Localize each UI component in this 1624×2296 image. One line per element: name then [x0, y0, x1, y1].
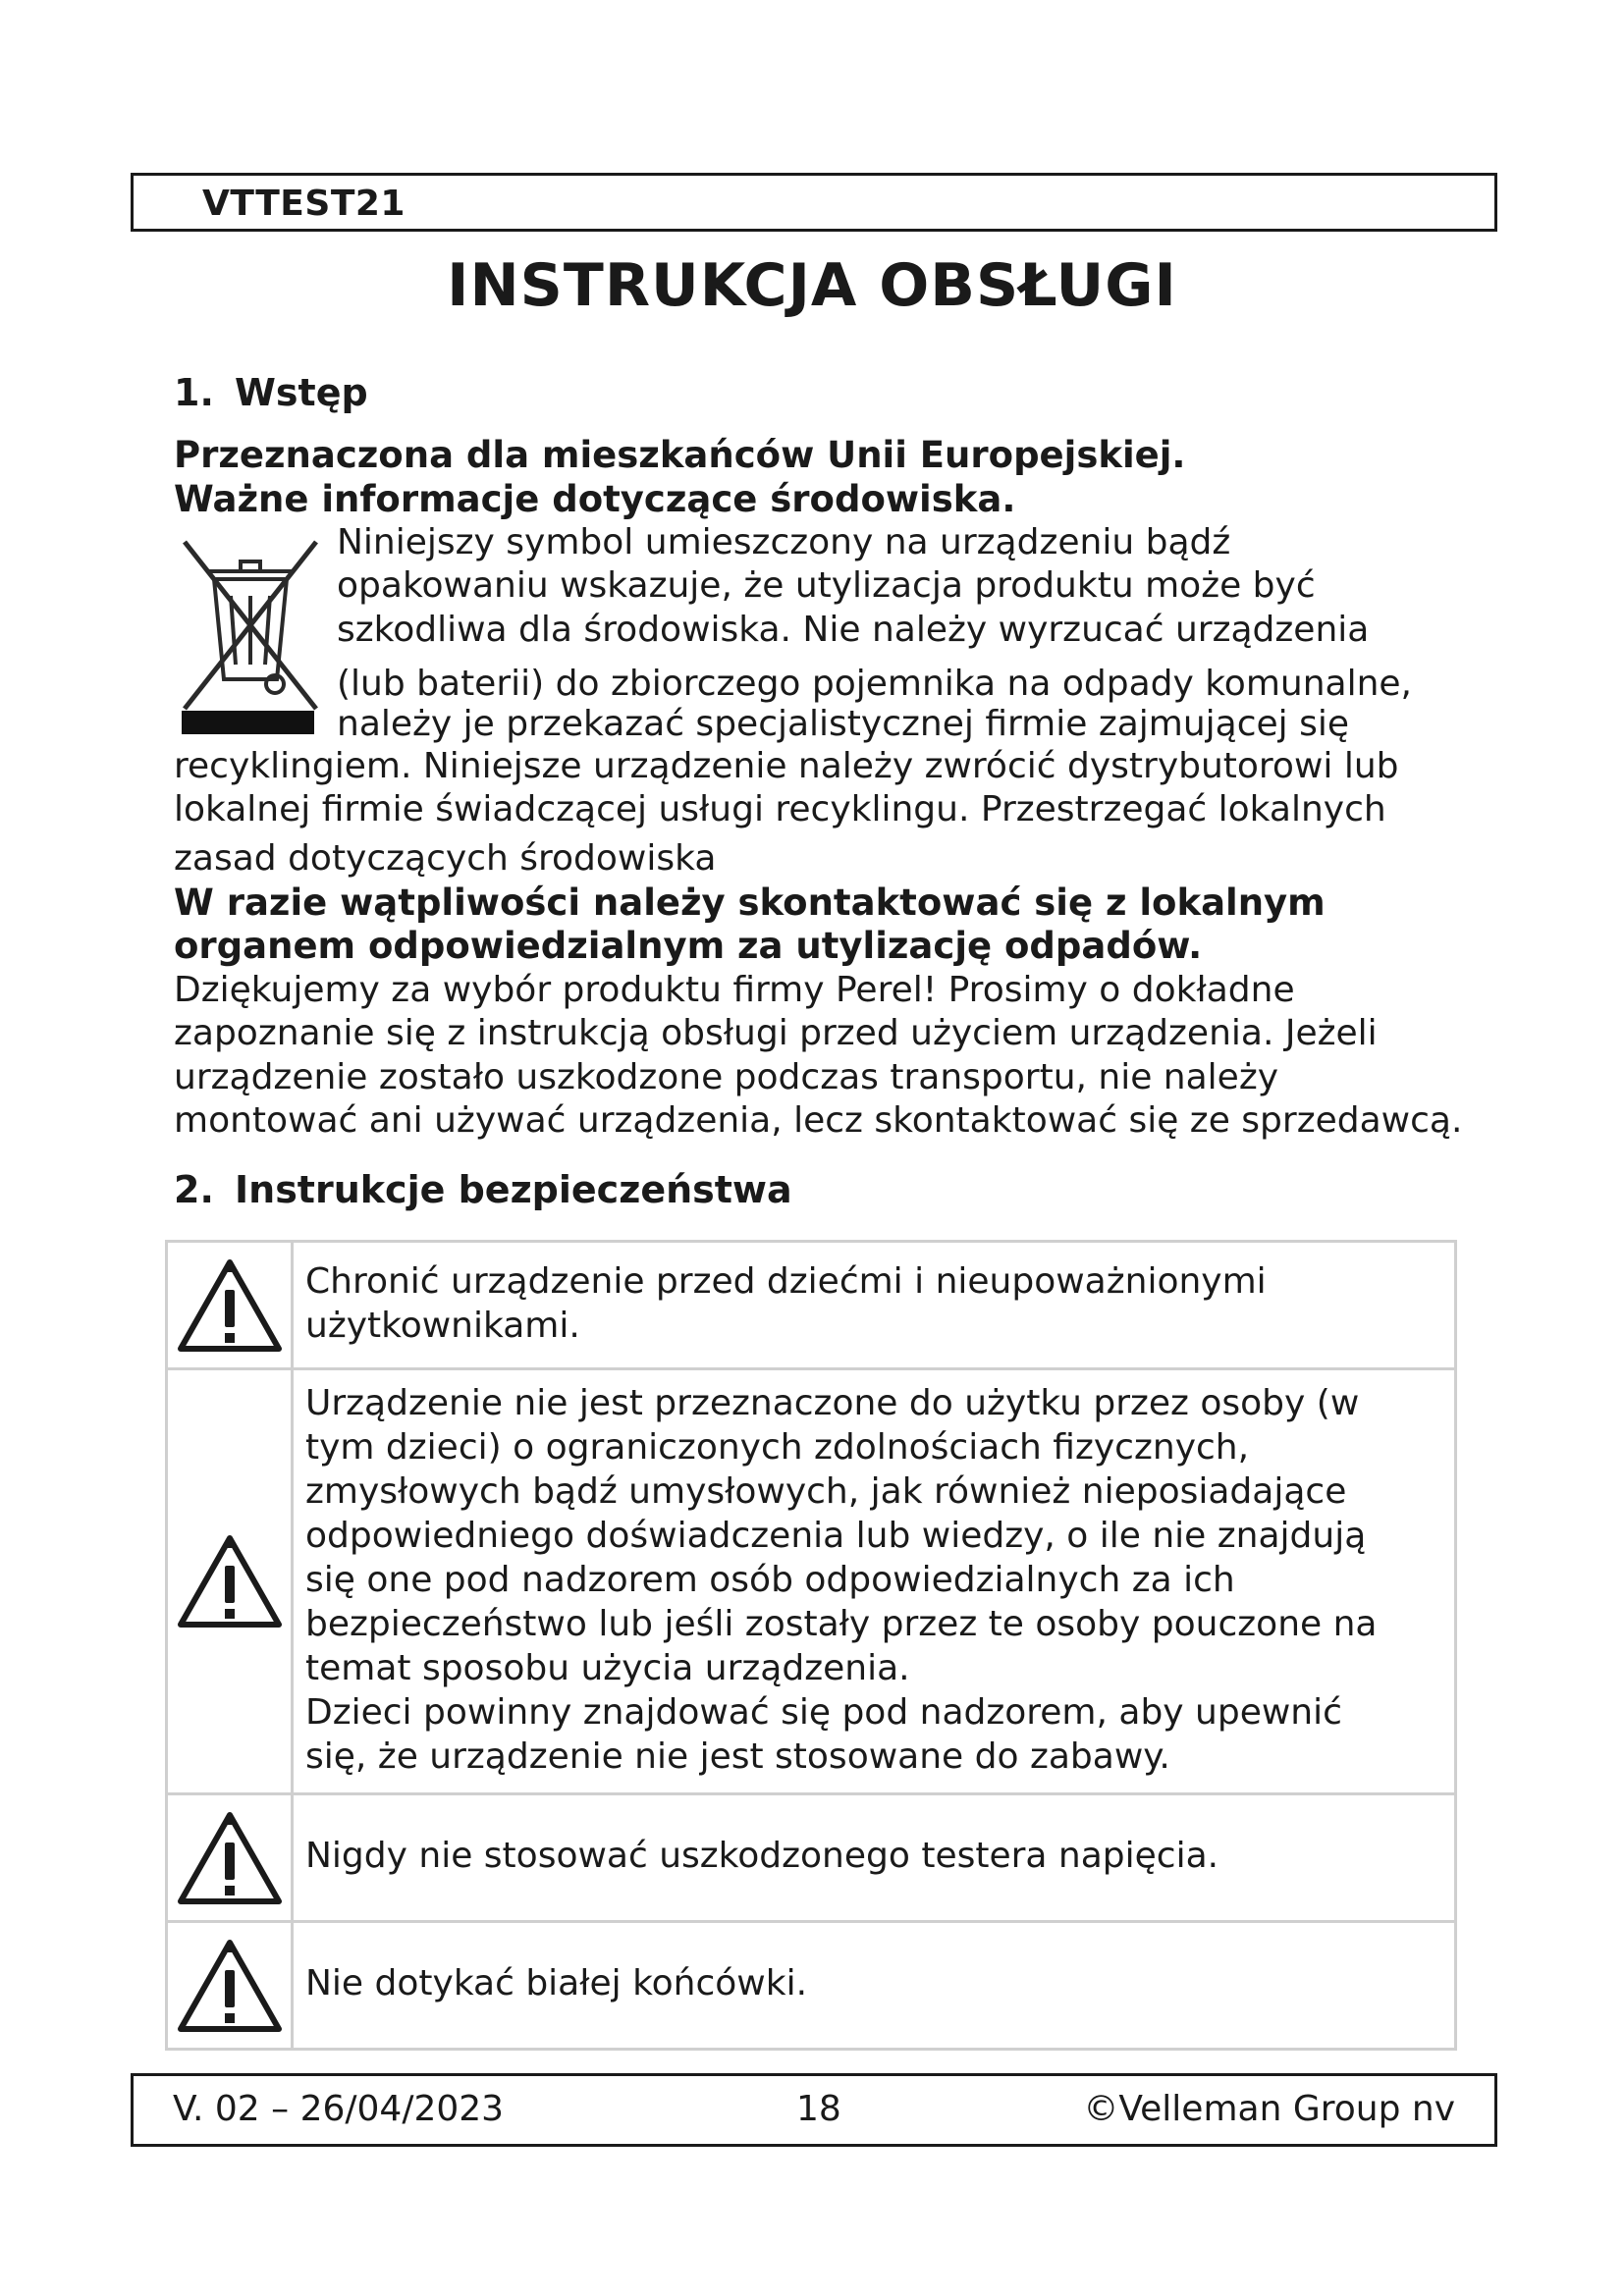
table-row	[167, 1242, 1456, 1369]
table-row	[167, 1794, 1456, 1922]
safety-text-line: użytkownikami.	[305, 1305, 580, 1346]
warning-triangle-icon	[175, 1532, 285, 1630]
safety-text-line: się, że urządzenie nie jest stosowane do zabawy.	[305, 1735, 1170, 1777]
weee-bin-icon	[177, 532, 324, 738]
safety-text-line: Urządzenie nie jest przeznaczone do użytku przez osoby (w	[305, 1382, 1360, 1423]
section-2-heading	[174, 1168, 792, 1211]
warning-triangle-icon	[175, 1937, 285, 2035]
warning-triangle-icon	[175, 1809, 285, 1907]
thanks-text-line: Dziękujemy za wybór produktu firmy Perel! Prosimy o dokładne	[174, 970, 1295, 1010]
safety-text-line: temat sposobu użycia urządzenia.	[305, 1647, 910, 1688]
env-text-line: Niniejszy symbol umieszczony na urządzeniu bądź	[337, 522, 1231, 562]
section-2-number: 2.	[174, 1168, 214, 1211]
env-text-line: lokalnej firmie świadczącej usługi recyklingu. Przestrzegać lokalnych	[174, 789, 1386, 829]
table-row	[167, 1369, 1456, 1794]
env-text-line: szkodliwa dla środowiska. Nie należy wyrzucać urządzenia	[337, 610, 1370, 650]
env-text-line: recyklingiem. Niniejsze urządzenie należy zwrócić dystrybutorowi lub	[174, 746, 1399, 786]
disposal-note-line: W razie wątpliwości należy skontaktować się z lokalnym	[174, 881, 1326, 924]
section-2-title: Instrukcje bezpieczeństwa	[235, 1168, 792, 1211]
section-1-title: Wstęp	[235, 371, 368, 414]
header-box	[131, 173, 1497, 232]
icon-cell	[167, 1369, 293, 1794]
text-cell	[293, 1922, 1456, 2050]
safety-text-line: Dzieci powinny znajdować się pod nadzorem, aby upewnić	[305, 1691, 1342, 1733]
env-text-line: zasad dotyczących środowiska	[174, 838, 717, 879]
safety-text-line: zmysłowych bądź umysłowych, jak również nieposiadające	[305, 1470, 1347, 1512]
section-1-heading	[174, 371, 368, 414]
icon-cell	[167, 1922, 293, 2050]
env-text-line: opakowaniu wskazuje, że utylizacja produktu może być	[337, 565, 1316, 606]
table-row	[167, 1922, 1456, 2050]
text-cell	[293, 1242, 1456, 1369]
safety-text-line: tym dzieci) o ograniczonych zdolnościach fizycznych,	[305, 1426, 1250, 1468]
thanks-text-line: urządzenie zostało uszkodzone podczas transportu, nie należy	[174, 1057, 1279, 1097]
text-cell	[293, 1369, 1456, 1794]
text-cell	[293, 1794, 1456, 1922]
eu-residents-line: Przeznaczona dla mieszkańców Unii Europejskiej.	[174, 434, 1186, 476]
env-text-line: (lub baterii) do zbiorczego pojemnika na odpady komunalne,	[337, 664, 1412, 704]
safety-text-line: Nie dotykać białej końcówki.	[305, 1963, 808, 2003]
safety-text-line: odpowiedniego doświadczenia lub wiedzy, o ile nie znajdują	[305, 1515, 1367, 1556]
safety-text-line: Chronić urządzenie przed dziećmi i nieupoważnionymi	[305, 1260, 1267, 1302]
safety-text-line: bezpieczeństwo lub jeśli zostały przez te osoby pouczone na	[305, 1603, 1378, 1644]
warning-triangle-icon	[175, 1256, 285, 1355]
icon-cell	[167, 1794, 293, 1922]
footer	[131, 2073, 1497, 2147]
safety-text-line: się one pod nadzorem osób odpowiedzialnych za ich	[305, 1559, 1235, 1600]
disposal-note-line: organem odpowiedzialnym za utylizację odpadów.	[174, 925, 1203, 967]
thanks-text-line: zapoznanie się z instrukcją obsługi przed użyciem urządzenia. Jeżeli	[174, 1013, 1378, 1053]
page-title: INSTRUKCJA OBSŁUGI	[447, 251, 1177, 320]
footer-version: V. 02 – 26/04/2023	[173, 2089, 505, 2129]
safety-table	[165, 1240, 1457, 2051]
thanks-text-line: montować ani używać urządzenia, lecz skontaktować się ze sprzedawcą.	[174, 1100, 1463, 1141]
section-1-number: 1.	[174, 371, 214, 414]
icon-cell	[167, 1242, 293, 1369]
safety-text-line: Nigdy nie stosować uszkodzonego testera napięcia.	[305, 1836, 1219, 1876]
environment-info-line: Ważne informacje dotyczące środowiska.	[174, 478, 1016, 520]
page-number: 18	[796, 2089, 841, 2129]
footer-copyright: ©Velleman Group nv	[1083, 2089, 1455, 2129]
env-text-line: należy je przekazać specjalistycznej firmie zajmującej się	[337, 704, 1350, 744]
model-name: VTTEST21	[202, 184, 406, 224]
